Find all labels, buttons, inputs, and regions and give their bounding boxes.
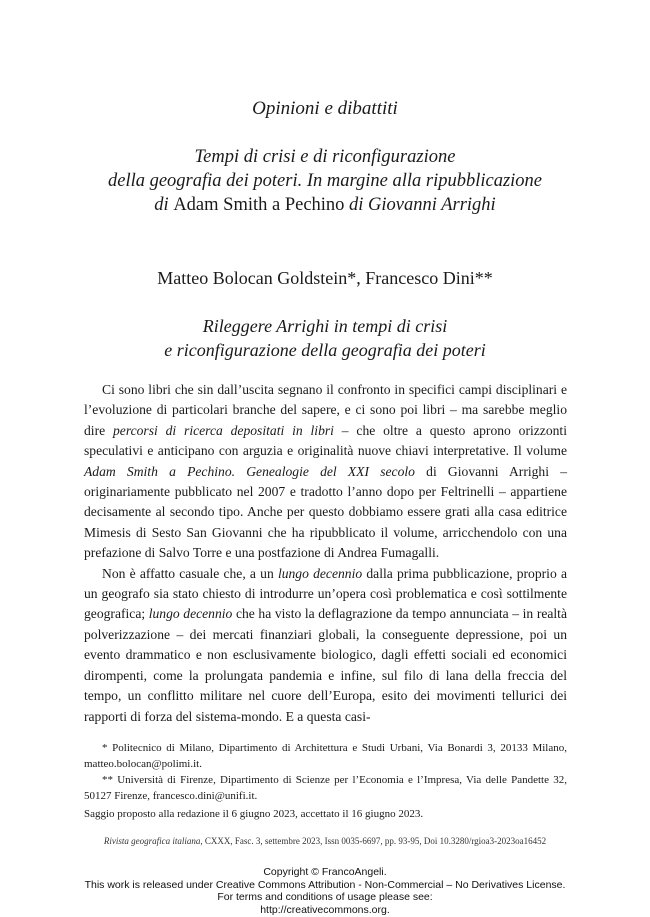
journal-name: Rivista geografica italiana <box>103 836 201 846</box>
journal-details: , CXXX, Fasc. 3, settembre 2023, Issn 0035-6697, pp. 93-95, Doi 10.3280/rgioa3-2023oa16452 <box>200 836 547 846</box>
p1-emphasis-1: percorsi di ricerca depositati in libri <box>112 422 334 438</box>
terms-line: For terms and conditions of usage please see: <box>217 891 433 903</box>
p2-text-e: che ha visto la deflagrazione da tempo annunciata – in realtà polverizzazione – dei mercati finanziari globali, la conseguente depressione, poi un evento drammatico e non esclusivamente biologico, dagli effetti sociali ed economici dirompenti, come la prolungata pandemia e infine, sul filo di lana della freccia del tempo, un conflitto militare nel cuore dell’Europa, esito dei movimenti tellurici dei rapporti di forza del sistema-mondo. E a questa casi- <box>84 606 567 724</box>
title-line-3-suffix: di Giovanni Arrighi <box>344 195 496 215</box>
paragraph-2 <box>84 564 567 727</box>
body-text <box>84 380 567 727</box>
p2-text-c: dalla prima pubblicazione, proprio a un geografo sia stato chiesto di introdurre un’opera così problematica e così sottilmente geografica; <box>84 565 567 622</box>
p2-emphasis-2: lungo decennio <box>148 606 233 622</box>
title-book-name: Adam Smith a Pechino <box>173 195 345 215</box>
section-heading: Opinioni e dibattiti <box>252 98 398 119</box>
title-line-2: della geografia dei poteri. In margine alla ripubblicazione <box>107 171 543 191</box>
article-title <box>70 145 580 217</box>
copyright-notice <box>0 866 650 916</box>
p2-text-a: Non è affatto casuale che, a un <box>102 565 278 581</box>
p2-emphasis-1: lungo decennio <box>277 565 363 581</box>
license-url: http://creativecommons.org. <box>260 903 390 916</box>
journal-citation <box>0 836 650 846</box>
footnotes <box>84 740 567 822</box>
title-line-3-prefix: di <box>154 195 174 215</box>
authors-line: Matteo Bolocan Goldstein*, Francesco Dini** <box>157 268 493 288</box>
p1-book-title: Adam Smith a Pechino. Genealogie del XXI secolo <box>84 463 415 479</box>
article-subtitle <box>80 314 570 362</box>
subtitle-line-2: e riconfigurazione della geografia dei poteri <box>164 340 486 360</box>
footnote-1: * Politecnico di Milano, Dipartimento di Architettura e Studi Urbani, Via Bonardi 3, 20133 Milano, matteo.bolocan@polimi.it. <box>84 742 567 770</box>
subtitle-line-1: Rileggere Arrighi in tempi di crisi <box>202 316 448 336</box>
submission-note: Saggio proposto alla redazione il 6 giugno 2023, accettato il 16 giugno 2023. <box>84 808 424 820</box>
p1-text-e: di Giovanni Arrighi – originariamente pubblicato nel 2007 e tradotto l’anno dopo per Feltrinelli – appartiene decisamente al secondo tipo. Anche per questo dobbiamo essere grati alla casa editrice Mimesis di Sesto San Giovanni che ha ripubblicato il volume, arricchendolo con una prefazione di Salvo Torre e una postfazione di Andrea Fumagalli. <box>84 463 567 561</box>
title-line-3 <box>70 193 580 217</box>
footnote-2: ** Università di Firenze, Dipartimento di Scienze per l’Economia e l’Impresa, Via delle Pandette 32, 50127 Firenze, francesco.dini@unifi.it. <box>84 774 567 802</box>
title-line-1: Tempi di crisi e di riconfigurazione <box>194 147 456 167</box>
paragraph-1 <box>84 380 567 564</box>
license-line: This work is released under Creative Commons Attribution - Non-Commercial – No Derivatives License. <box>84 878 566 891</box>
p1-text-c: – che oltre a questo aprono orizzonti speculativi e anticipano con arguzia e originalità nuove chiavi interpretative. Il volume <box>84 422 567 459</box>
p1-text-a: Ci sono libri che sin dall’uscita segnano il confronto in specifici campi disciplinari e l’evoluzione di particolari branche del sapere, e ci sono poi libri – ma sarebbe meglio dire <box>84 382 567 438</box>
copyright-line-1: Copyright © FrancoAngeli. <box>263 866 387 878</box>
